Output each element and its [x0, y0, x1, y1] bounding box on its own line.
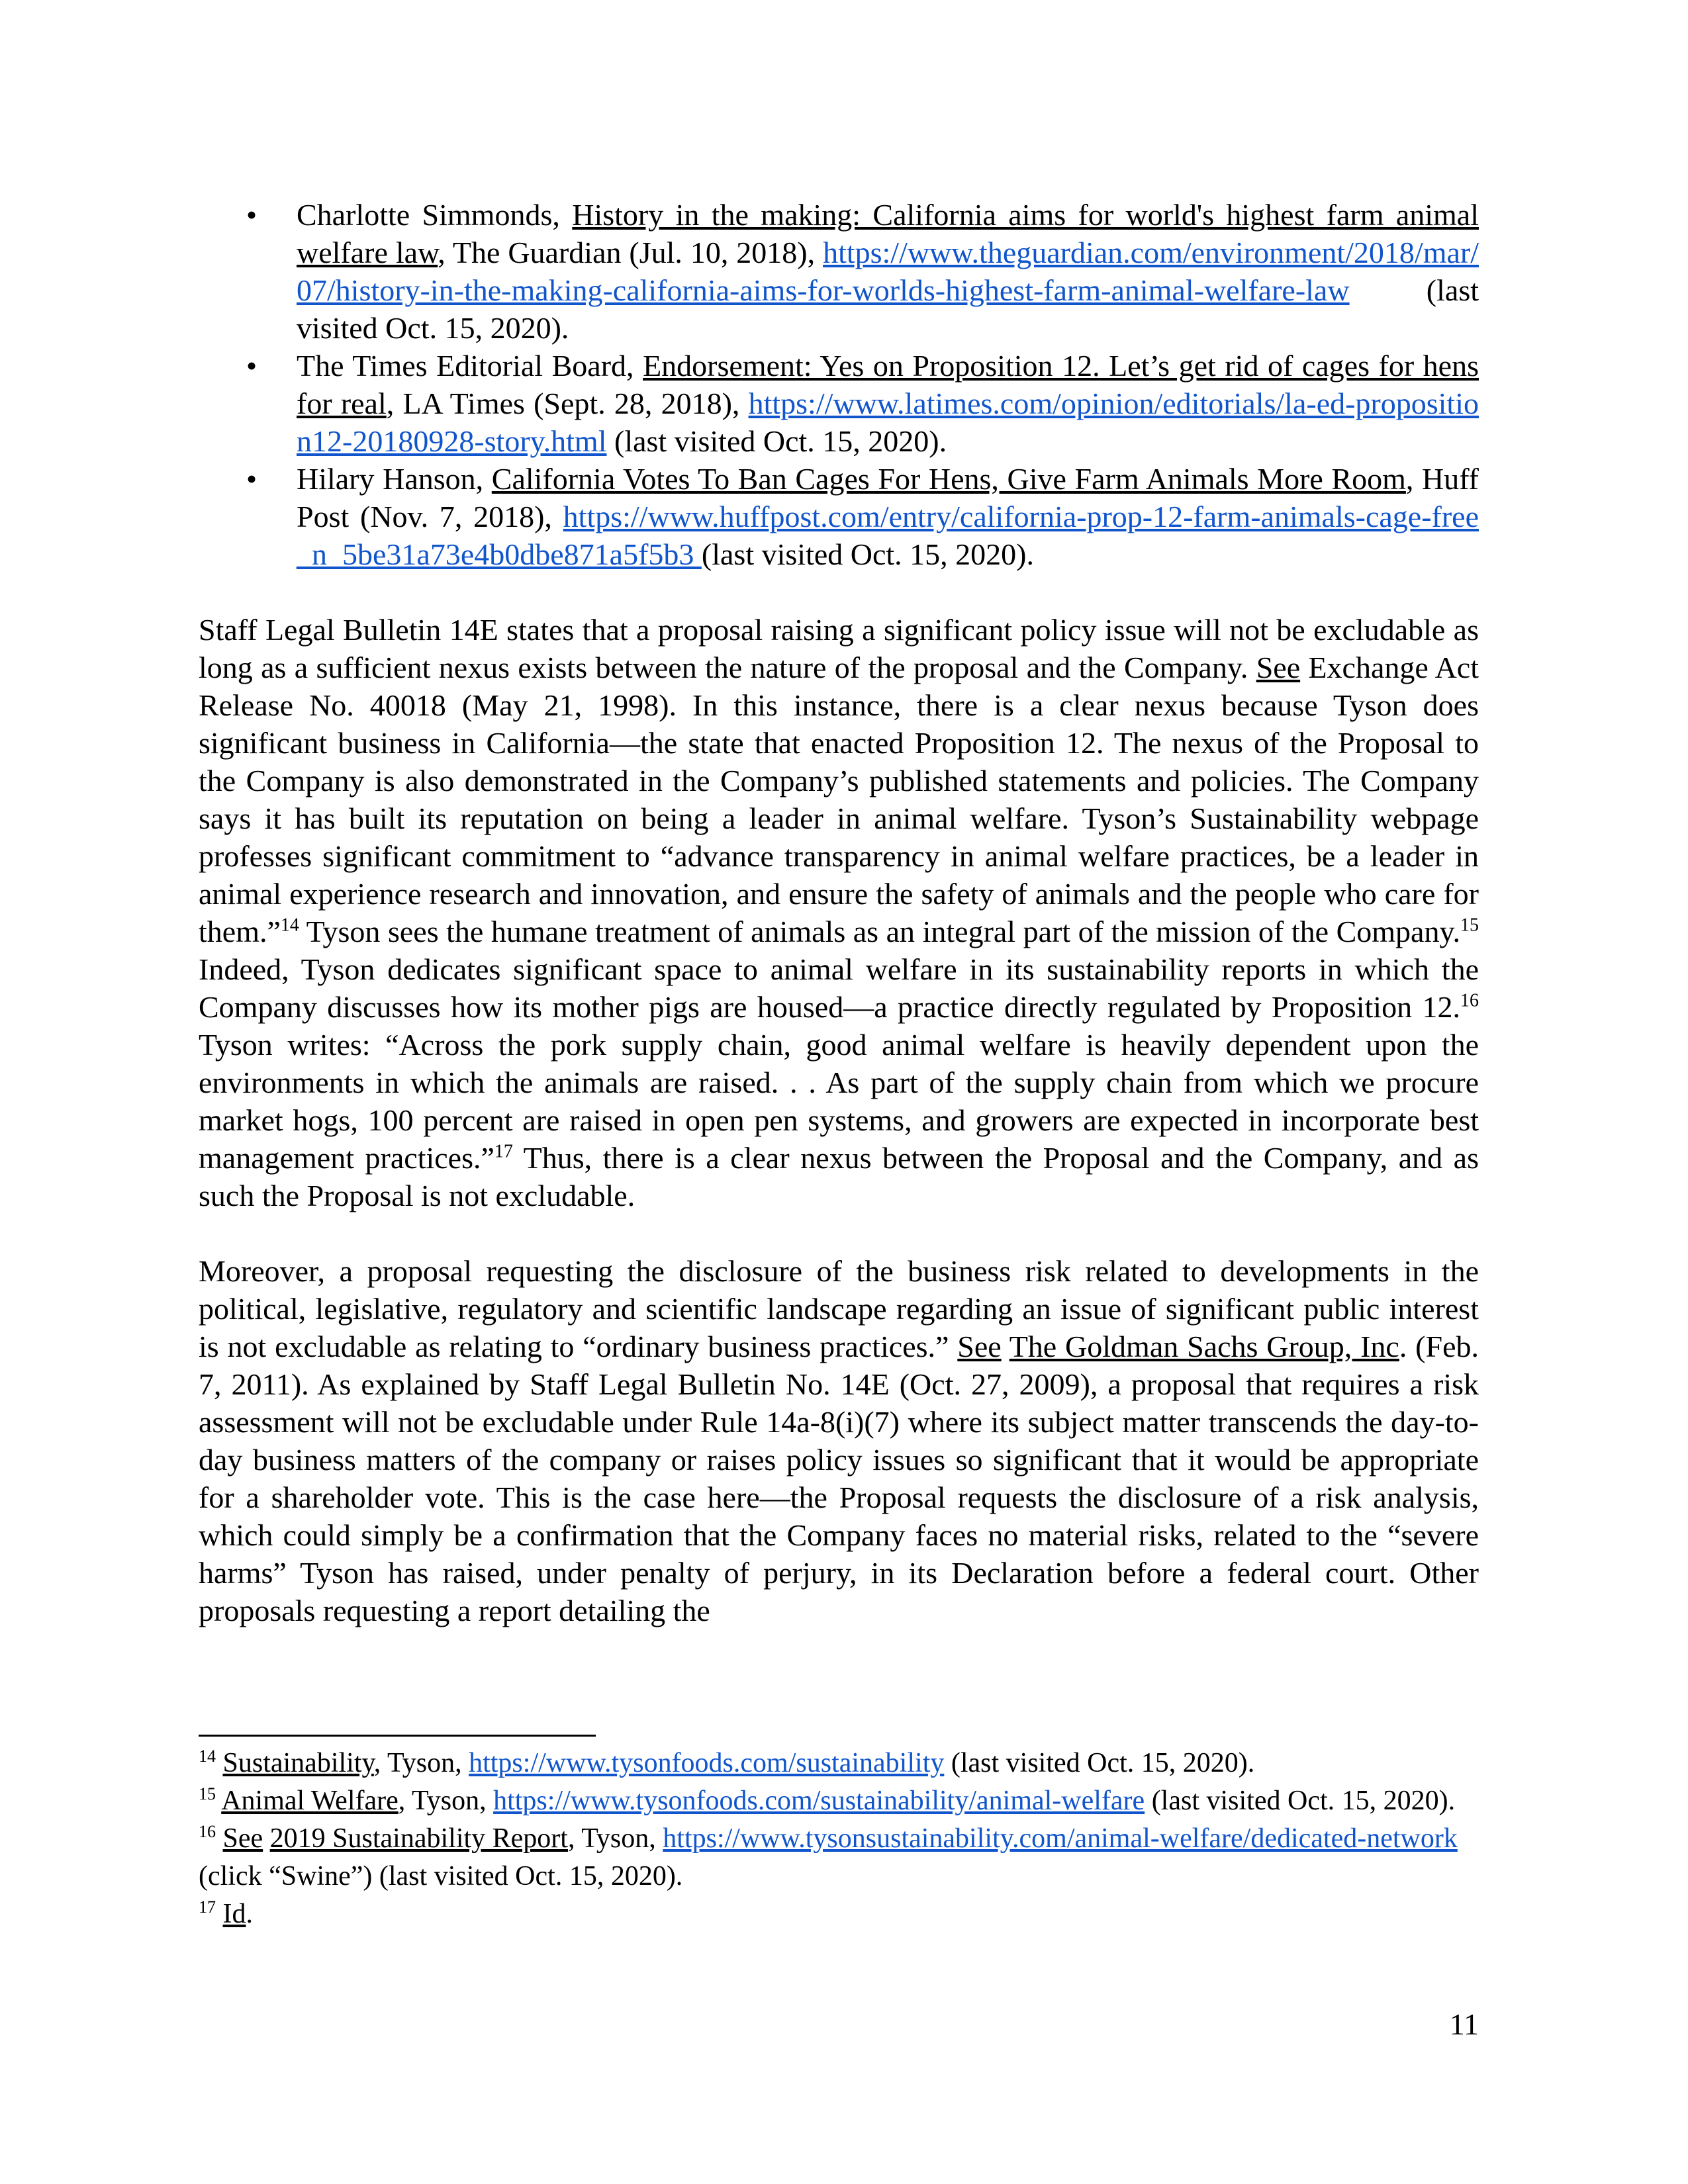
paragraph-text: Indeed, Tyson dedicates significant space to animal welfare in its sustainability reports in which the Company discusses how its mother pigs are housed—a practice directly regulated by Proposition 12. — [199, 952, 1479, 1024]
bullet-icon: • — [246, 349, 258, 383]
footnote-number: 16 — [199, 1822, 216, 1841]
footnote-divider — [199, 1735, 596, 1737]
citation-text: , LA Times (Sept. 28, 2018), — [386, 387, 749, 420]
bullet-icon: • — [246, 198, 258, 232]
footnote-ref-14[interactable]: 14 — [280, 915, 299, 936]
footnote-title: Sustainability — [222, 1748, 374, 1778]
paragraph-text: Thus, there is a clear nexus between the Proposal and the Company, and as such the Proposal is not excludable. — [199, 1141, 1479, 1212]
article-link[interactable]: https://www.theguardian.com/environment/2018/mar/07/history-in-the-making-california-aims-for-worlds-highest-farm-animal-welfare-law — [297, 236, 1479, 307]
author-text: Charlotte Simmonds, — [297, 198, 573, 232]
footnote-title: 2019 Sustainability Report — [269, 1823, 568, 1854]
article-title: History in the making: California aims for world's highest farm animal welfare law — [297, 198, 1479, 269]
document-body — [199, 196, 1479, 1629]
footnote-number: 17 — [199, 1897, 216, 1917]
list-item — [199, 196, 1479, 347]
see-signal: See — [1256, 651, 1301, 684]
source-list — [199, 196, 1479, 573]
footnote-14: $^{14}$ Sustainability, Tyson, https://www.tysonfoods.com/sustainability (last visited Oct. 15, 2020). — [199, 1747, 1255, 1778]
footnote-title: Id — [222, 1899, 246, 1929]
paragraph-text: Tyson sees the humane treatment of animals as an integral part of the mission of the Company. — [299, 915, 1460, 948]
page-number: 11 — [1449, 2007, 1479, 2041]
footnote-number: 15 — [199, 1784, 216, 1803]
footnote-16: $^{16}$ See 2019 Sustainability Report, Tyson, https://www.tysonsustainability.com/animal-welfare/dedicated-network (click “Swine”) (last visited Oct. 15, 2020). — [199, 1822, 1458, 1891]
article-link[interactable]: https://www.huffpost.com/entry/california-prop-12-farm-animals-cage-free_n_5be31a73e4b0dbe871a5f5b3 — [297, 500, 1479, 571]
paragraph-text: Moreover, a proposal requesting the disclosure of the business risk related to developments in the political, legislative, regulatory and scientific landscape regarding an issue of significant public interest is not excludable as relating to “ordinary business practices.” — [199, 1254, 1479, 1363]
footnote-link[interactable]: https://www.tysonsustainability.com/animal-welfare/dedicated-network — [663, 1823, 1458, 1854]
footnote-15: $^{15}$ Animal Welfare, Tyson, https://www.tysonfoods.com/sustainability/animal-welfare (last visited Oct. 15, 2020). — [199, 1784, 1456, 1816]
list-item — [199, 460, 1479, 573]
paragraph-text: . (Feb. 7, 2011). As explained by Staff Legal Bulletin No. 14E (Oct. 27, 2009), a proposal that requires a risk assessment will not be excludable under Rule 14a-8(i)(7) where its subject matter transcends the day-to-day business matters of the company or raises policy issues so significant that it would be appropriate for a shareholder vote. This is the case here—the Proposal requests the disclosure of a risk analysis, which could simply be a confirmation that the Company faces no material risks, related to the “severe harms” Tyson has raised, under penalty of perjury, in its Declaration before a federal court. Other proposals requesting a report detailing the — [199, 1330, 1479, 1627]
risk-paragraph — [199, 1252, 1479, 1629]
footnotes — [199, 1745, 1479, 1933]
see-signal: See — [957, 1330, 1002, 1363]
visited-text: (last visited Oct. 15, 2020). — [606, 424, 947, 458]
paragraph-text: Staff Legal Bulletin 14E states that a proposal raising a significant policy issue will not be excludable as long as a sufficient nexus exists between the nature of the proposal and the Company. — [199, 613, 1479, 684]
list-item — [199, 347, 1479, 460]
footnote-link[interactable]: https://www.tysonfoods.com/sustainability/animal-welfare — [493, 1786, 1145, 1816]
see-signal: See — [222, 1823, 263, 1854]
article-link[interactable]: https://www.latimes.com/opinion/editorials/la-ed-proposition12-20180928-story.html — [297, 387, 1479, 458]
visited-text: (last visited Oct. 15, 2020). — [701, 537, 1034, 571]
footnote-link[interactable]: https://www.tysonfoods.com/sustainability — [469, 1748, 945, 1778]
paragraph-text: Exchange Act Release No. 40018 (May 21, 1998). In this instance, there is a clear nexus because Tyson does significant business in California—the state that enacted Proposition 12. The nexus of the Proposal to the Company is also demonstrated in the Company’s published statements and policies. The Company says it has built its reputation on being a leader in animal welfare. Tyson’s Sustainability webpage professes significant commitment to “advance transparency in animal welfare practices, be a leader in animal experience research and innovation, and ensure the safety of animals and the people who care for them.” — [199, 651, 1479, 948]
visited-text: (last visited Oct. 15, 2020). — [297, 273, 1479, 345]
author-text: Hilary Hanson, — [297, 462, 492, 496]
case-name: The Goldman Sachs Group, Inc — [1009, 1330, 1399, 1363]
footnote-number: 14 — [199, 1747, 216, 1766]
footnote-title: Animal Welfare — [221, 1786, 399, 1816]
citation-text: , Huff Post (Nov. 7, 2018), — [297, 462, 1479, 533]
article-title: California Votes To Ban Cages For Hens, Give Farm Animals More Room — [491, 462, 1406, 496]
author-text: The Times Editorial Board, — [297, 349, 643, 383]
citation-text: , The Guardian (Jul. 10, 2018), — [438, 236, 823, 269]
article-title: Endorsement: Yes on Proposition 12. Let’s get rid of cages for hens for real — [297, 349, 1479, 420]
footnote-17: $^{17}$ Id. — [199, 1897, 253, 1929]
footnote-ref-15[interactable]: 15 — [1460, 915, 1479, 936]
bullet-icon: • — [246, 462, 258, 496]
paragraph-text: Tyson writes: “Across the pork supply chain, good animal welfare is heavily dependent upon the environments in which the animals are raised. . . As part of the supply chain from which we procure market hogs, 100 percent are raised in open pen systems, and growers are expected in incorporate best management practices.” — [199, 1028, 1479, 1175]
footnote-ref-17[interactable]: 17 — [494, 1141, 513, 1162]
footnote-ref-16[interactable]: 16 — [1460, 990, 1479, 1011]
nexus-paragraph — [199, 611, 1479, 1214]
